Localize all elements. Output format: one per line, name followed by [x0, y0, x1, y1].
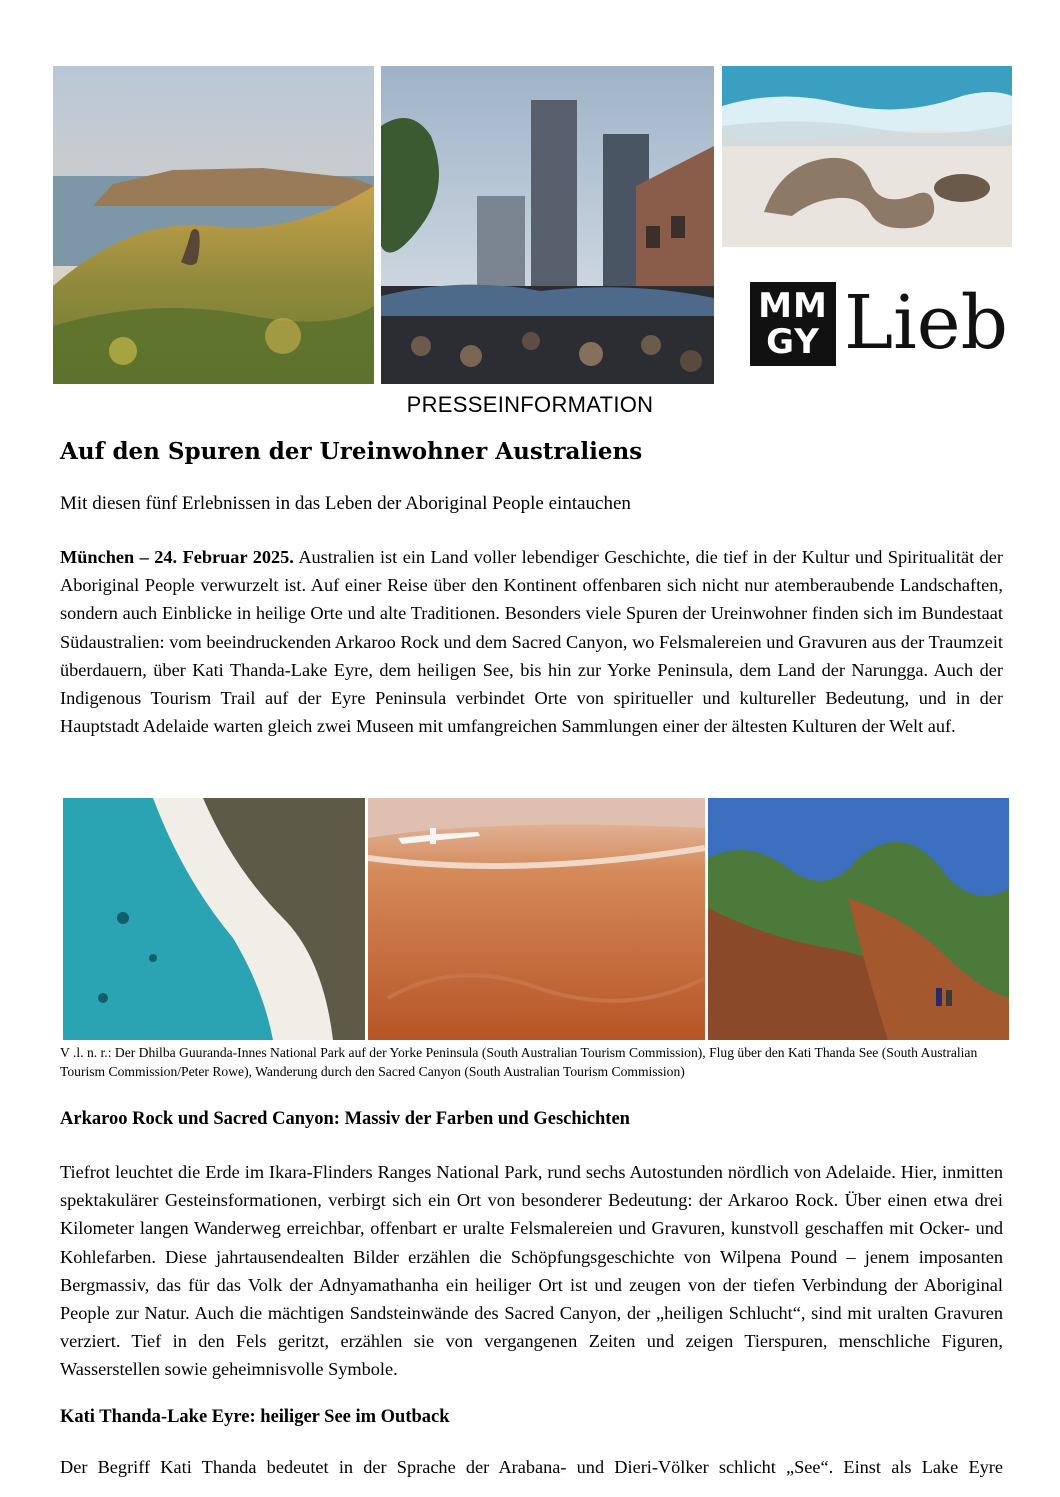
article-title: Auf den Spuren der Ureinwohner Australiens: [60, 438, 643, 465]
document-type-label: PRESSEINFORMATION: [406, 392, 654, 417]
intro-text: Australien ist ein Land voller lebendiger Geschichte, die tief in der Kultur und Spiritualität der Aboriginal People verwurzelt ist. Auf einer Reise über den Kontinent offenbaren sich nicht nur atemberaubende Landschaften, sondern auch Einblicke in heilige Orte und alte Traditionen. Besonders viele Spuren der Ureinwohner finden sich im Bundestaat Südaustralien: vom beeindruckenden Arkaroo Rock und dem Sacred Canyon, wo Felsmalereien und Gravuren aus der Traumzeit überdauern, über Kati Thanda-Lake Eyre, dem heiligen See, bis hin zur Yorke Peninsula, dem Land der Narungga. Auch der Indigenous Tourism Trail auf der Eyre Peninsula verbindet Orte von spiritueller und kultureller Bedeutung, und in der Hauptstadt Adelaide warten gleich zwei Museen mit umfangreichen Sammlungen einer der ältesten Kulturen der Welt auf.: [60, 547, 1003, 737]
section1-heading: Arkaroo Rock und Sacred Canyon: Massiv der Farben und Geschichten: [60, 1109, 630, 1129]
photo-caption: V .l. n. r.: Der Dhilba Guuranda-Innes National Park auf der Yorke Peninsula (South Australian Tourism Commission), Flug über den Kati Thanda See (South Australian Tourism Commission/Peter Rowe), Wanderung durch den Sacred Canyon (South Australian Tourism Commission): [60, 1045, 978, 1079]
intro-paragraph: [60, 543, 1003, 740]
mmgy-lieb-logo: [750, 280, 1008, 366]
logo-wordmark: Lieb: [844, 280, 1008, 366]
kangaroo-coast-photo: [53, 66, 374, 384]
yorke-peninsula-coast-photo: [63, 798, 365, 1040]
adelaide-street-photo: [381, 66, 714, 384]
logo-mark-line1: MM: [758, 286, 828, 326]
sacred-canyon-hike-photo: [708, 798, 1009, 1040]
logo-mark-line2: GY: [766, 322, 820, 362]
sea-lions-beach-photo: [722, 66, 1012, 247]
section1-paragraph: Tiefrot leuchtet die Erde im Ikara-Flinders Ranges National Park, rund sechs Autostunden nördlich von Adelaide. Hier, inmitten spektakulärer Gesteinsformationen, verbirgt sich ein Ort von besonderer Bedeutung: der Arkaroo Rock. Über einen etwa drei Kilometer langen Wanderweg erreichbar, offenbart er uralte Felsmalereien und Gravuren, kunstvoll geschaffen mit Ocker- und Kohlefarben. Diese jahrtausendealten Bilder erzählen die Schöpfungsgeschichte von Wilpena Pound – jenem imposanten Bergmassiv, das für das Volk der Adnyamathanha ein heiliger Ort ist und zeugen von der tiefen Verbindung der Aboriginal People zur Natur. Auch die mächtigen Sandsteinwände des Sacred Canyon, der „heiligen Schlucht“, sind mit uralten Gravuren verziert. Tief in den Fels geritzt, erzählen sie von vergangenen Zeiten und zeigen Tierspuren, menschliche Figuren, Wasserstellen sowie geheimnisvolle Symbole.: [60, 1162, 1003, 1380]
section2-heading: Kati Thanda-Lake Eyre: heiliger See im Outback: [60, 1407, 450, 1427]
logo-mark: [750, 282, 836, 366]
intro-dateline: München – 24. Februar 2025.: [60, 547, 294, 567]
lake-eyre-flight-photo: [368, 798, 705, 1040]
section2-paragraph: Der Begriff Kati Thanda bedeutet in der Sprache der Arabana- und Dieri-Völker schlicht „See“. Einst als Lake Eyre: [60, 1457, 1003, 1477]
article-subtitle: Mit diesen fünf Erlebnissen in das Leben der Aboriginal People eintauchen: [60, 493, 631, 514]
